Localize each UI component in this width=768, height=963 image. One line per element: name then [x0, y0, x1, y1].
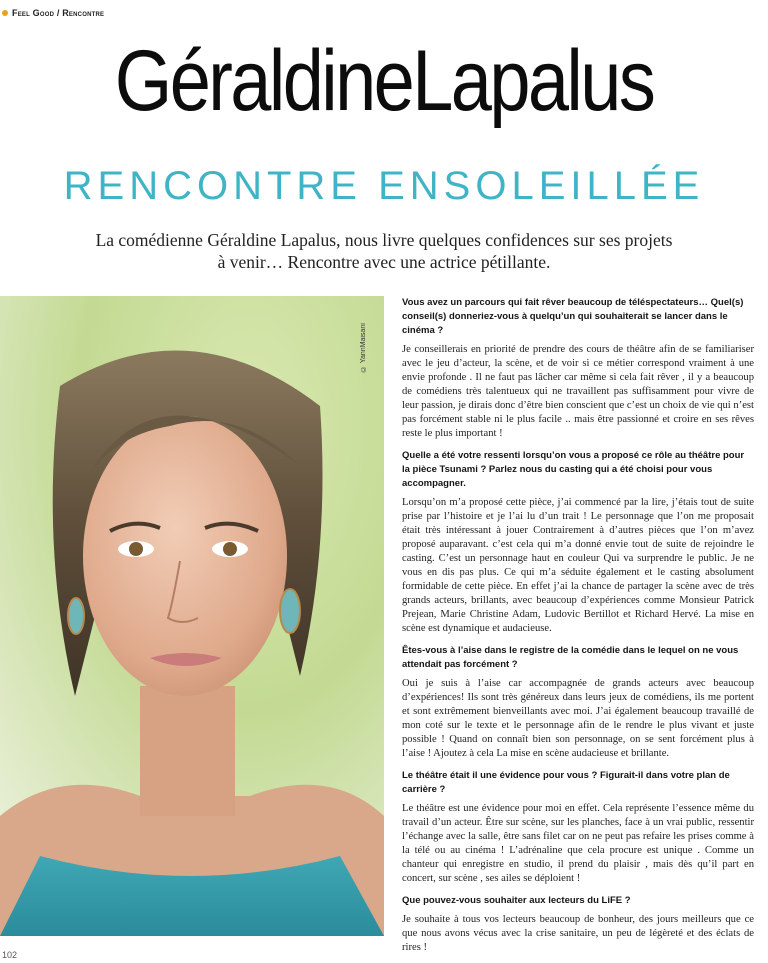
qa-block — [402, 894, 754, 955]
interview-answer: Oui je suis à l’aise car accompagnée de grands acteurs avec beaucoup d’expériences! Ils sont très généreux dans leurs jeux de comédiens, ils me portent et sont extrêmement bienveillants avec moi. J’ai également beaucoup travaillé de mon coté sur le texte et le personnage afin de le rendre le plus vivant et juste possible ! Quand on connaît bien son personnage, on se sent forcément plus à l’aise ! Ajoutez à cela La mise en scène audacieuse et brillante. — [402, 678, 754, 759]
intro-paragraph: La comédienne Géraldine Lapalus, nous livre quelques confidences sur ses projets à venir… Rencontre avec une actrice pétillante. — [95, 230, 673, 272]
interview-answer: Le théâtre est une évidence pour moi en effet. Cela représente l’essence même du travail d’un acteur. Être sur scène, sur les planches, face à un vrai public, ressentir l’échange avec la salle, être sans filet car on ne peut pas refaire les prises comme à la télé ou au cinéma ! L’adrénaline que cela procure est unique . Comme un chanteur qui enregistre en studio, il prend du plaisir , mais dès qu’il part en concert, sur scène , ses ailes se déploient ! — [402, 803, 754, 884]
interview-answer: Je souhaite à tous vos lecteurs beaucoup de bonheur, des jours meilleurs que ce que nous avons vécus avec la crise sanitaire, un peu de légèreté et des éclats de rires ! — [402, 914, 754, 953]
interview-question: Êtes-vous à l’aise dans le registre de la comédie dans le lequel on ne vous attendait pas forcément ? — [402, 645, 739, 670]
interview-question: Le théâtre était il une évidence pour vous ? Figurait-il dans votre plan de carrière ? — [402, 770, 730, 795]
page-title: GéraldineLapalus — [114, 33, 654, 129]
page-number: 102 — [2, 950, 18, 960]
interview-question: Vous avez un parcours qui fait rêver beaucoup de téléspectateurs… Quel(s) conseil(s) donneriez-vous à quelqu’un qui souhaiterait se lancer dans le cinéma ? — [402, 297, 744, 336]
qa-block — [402, 449, 754, 636]
bullet-icon — [2, 10, 8, 16]
page-subtitle: RENCONTRE ENSOLEILLÉE — [63, 164, 705, 208]
portrait-photo — [0, 296, 384, 936]
qa-block — [402, 296, 754, 441]
interview-question: Quelle a été votre ressenti lorsqu’on vous a proposé ce rôle au théâtre pour la pièce Tsunami ? Parlez nous du casting qui a été choisi pour vous accompagner. — [402, 450, 745, 489]
section-rubric — [2, 8, 104, 18]
photo-credit: © YannMaisani — [360, 323, 367, 372]
interview-question: Que pouvez-vous souhaiter aux lecteurs du LiFE ? — [402, 895, 631, 906]
interview-answer: Je conseillerais en priorité de prendre des cours de théâtre afin de se familiariser avec le jeu d’acteur, la scène, et de voir si ce métier correspond vraiment à une envie profonde . Il ne faut pas lâcher car même si cela fait rêver , il y a beaucoup de comédiens très talentueux qui ne travaillent pas suffisamment pour vivre de leur passion, je dirais donc d’être bien conscient que c’est un choix de vie qui n’est pas forcément stable ni le plus facile .. mais être passionné et croire en ses rêves reste le plus important ! — [402, 344, 754, 439]
rubric-label: Feel Good / Rencontre — [12, 8, 105, 18]
portrait-illustration — [0, 296, 384, 936]
interview-answer: Lorsqu’on m’a proposé cette pièce, j’ai commencé par la lire, j’étais tout de suite prise par l’histoire et je l’ai lu d’un trait ! Le personnage que l’on me proposait était très intéressant à jouer Contrairement à d’autres pièces que l’on m’avez proposé auparavant. c’est cela qui m’a donné envie tout de suite de rejoindre le casting. C’est un personnage haut en couleur Qui va surprendre le public. Je ne vous en dis pas plus. Ce qui m’a séduite également et le casting absolument formidable de cette pièce. En effet j’ai la chance de partager la scène avec de très grands acteurs, brillants, avec beaucoup d’expériences comme Monsieur Patrick Prejean, Marie Christine Adam, Ludovic Bertillot et Richard Hervé. La mise en scène est dynamique et audacieuse. — [402, 497, 754, 634]
interview-column — [402, 296, 754, 963]
qa-block — [402, 769, 754, 886]
qa-block — [402, 644, 754, 761]
